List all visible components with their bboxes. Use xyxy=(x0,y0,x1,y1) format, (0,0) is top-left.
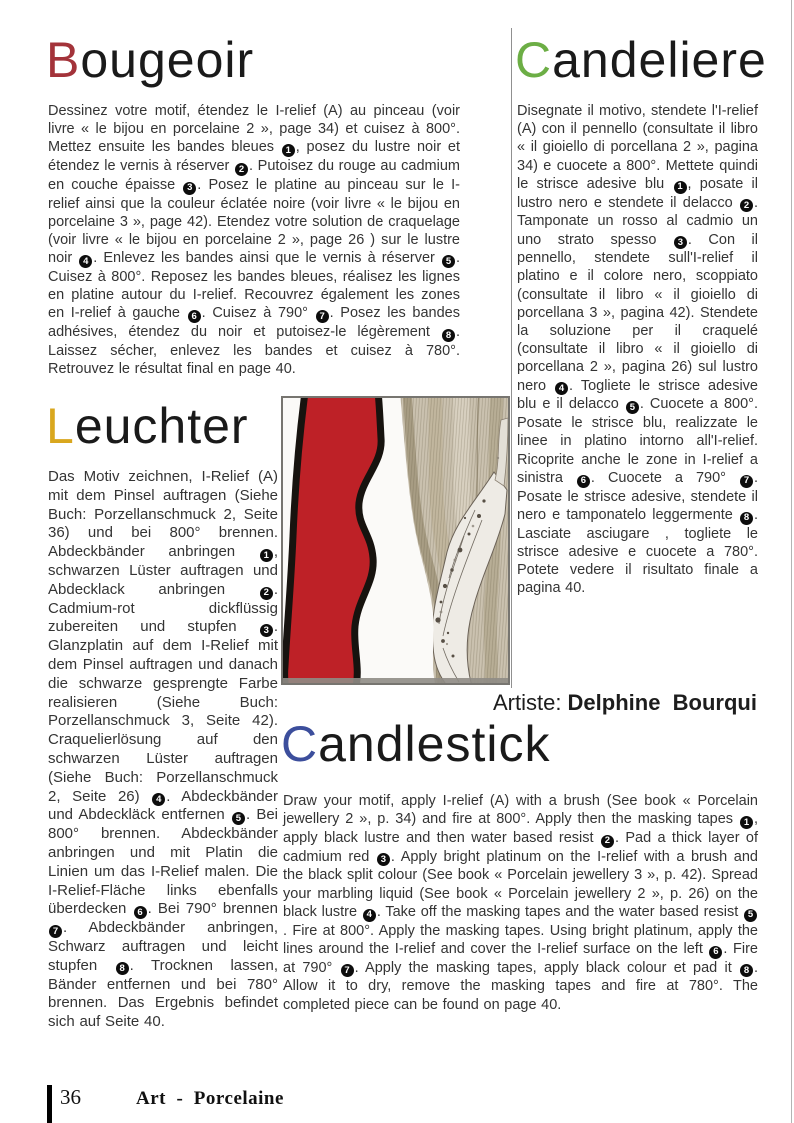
porcelain-photo xyxy=(281,396,510,685)
title-initial-letter: C xyxy=(281,716,319,772)
paragraph-italian: Disegnate il motivo, stendete l'I-relief (A) con il pennello (consultate il libro « il gioiello di porcellana 2 », pagina 34) e cuocete a 800°. Mettete quindi le strisce adesive blu 1 , posate il lustro nero e stendete il delacco 2 . Tamponate un rosso al cadmio un uno strato spesso 3 . Con il pennello, stendete sull'I-relief il platino e il colore nero, scoppiato (consultate il libro « il gioiello di porcellana 3 », pagina 42). Stendete la soluzione per il craquelé (consultate il libro « il gioiello di porcellana 2 », pagina 26) sul lustro nero 4 . Togliete le strisce adesive blu e il delacco 5 . Cuocete a 800°. Posate le strisce blu, realizzate le linee in platino intorno all'I-relief. Ricoprite anche le zone in I-relief a sinistra 6 . Cuocete a 790° 7 . Posate le strisce adesive, stendete il nero e tamponatelo leggermente 8 . Lasciate asciugare , togliete le strisce adesive e cuocete a 780°. Potete vedere il risultato finale a pagina 40. xyxy=(517,103,759,597)
step-badge-4: 4 xyxy=(555,382,568,395)
step-badge-8: 8 xyxy=(442,329,455,342)
step-badge-7: 7 xyxy=(316,310,329,323)
step-badge-1: 1 xyxy=(282,144,295,157)
title-rest: andeliere xyxy=(552,32,767,88)
section-title-candlestick xyxy=(281,718,550,771)
step-badge-7: 7 xyxy=(49,925,62,938)
paragraph-german: Das Motiv zeichnen, I-Relief (A) mit dem Pinsel auftragen (Siehe Buch: Porzellanschmuck 2, Seite 36) und bei 800° brennen. Abdeckbänder anbringen 1 , schwarzen Lüster auftragen und Abdecklack anbringen 2 . Cadmium-rot dickflüssig zubereiten und stupfen 3 . Glanzplatin auf dem I-Relief mit dem Pinsel auftragen und danach die schwarze gesprengte Farbe realisieren (Siehe Buch: Porzellanschmuck 3, Seite 42). Craquelierlösung auf den schwarzen Lüster auftragen (Siehe Buch: Porzellanschmuck 2, Seite 26) 4 . Abdeckbänder und Abdeckläck entfernen 5 . Bei 800° brennen. Abdeckbänder anbringen und mit Platin die Linien um das I-Relief malen. Die I-Relief-Fläche links ebenfalls überdecken 6 . Bei 790° brennen 7 . Abdeckbänder anbringen, Schwarz auftragen und leicht stupfen 8 . Trocknen lassen, Bänder entfernen und bei 780° brennen. Das Ergebnis befindet sich auf Seite 40. xyxy=(48,468,278,1031)
title-rest: andlestick xyxy=(318,716,551,772)
step-badge-6: 6 xyxy=(709,946,722,959)
step-badge-1: 1 xyxy=(260,549,273,562)
step-badge-6: 6 xyxy=(577,475,590,488)
artist-label: Artiste: xyxy=(492,690,568,715)
step-badge-3: 3 xyxy=(674,236,687,249)
step-badge-8: 8 xyxy=(740,964,753,977)
step-badge-5: 5 xyxy=(744,909,757,922)
step-badge-3: 3 xyxy=(260,624,273,637)
paragraph-english: Draw your motif, apply I-relief (A) with a brush (See book « Porcelain jewellery 2 », p. 34) and fire at 800°. Apply then the masking tapes 1 , apply black lustre and then water based resist 2 . Pad a thick layer of cadmium red 3 . Apply bright platinum on the I-relief with a brush and the black split colour (See book « Porcelain jewellery 3 », p. 42). Spread your marbling liquid (See book « Porcelain jewellery 2 », p. 26) on the black lustre 4 . Take off the masking tapes and the water based resist 5. Fire at 800°. Apply the masking tapes. Using bright platinum, apply the lines around the I-relief and cover the I-relief surface on the left 6 . Fire at 790° 7 . Apply the masking tapes, apply black colour et pad it 8 . Allow it to dry, remove the masking tapes and fire at 780°. The completed piece can be found on page 40. xyxy=(283,793,758,1013)
step-badge-7: 7 xyxy=(341,964,354,977)
section-title-bougeoir xyxy=(46,34,254,87)
footer-bar xyxy=(47,1085,52,1123)
paragraph-french: Dessinez votre motif, étendez le I-relief (A) au pinceau (voir livre « le bijou en porcelaine 2 », page 34) et cuisez à 800°. Mettez ensuite les bandes bleues 1 , posez du lustre noir et étendez le vernis à réserver 2 . Putoisez du rouge au cadmium en couche épaisse 3 . Posez le platine au pinceau sur le I-relief ainsi que la couleur éclatée noire (voir livre « le bijou en porcelaine 3 », page 42). Etendez votre solution de craquelage (voir livre « le bijou en porcelaine 2 », page 26 ) sur le lustre noir 4 . Enlevez les bandes ainsi que le vernis à réserver 5 . Cuisez à 800°. Reposez les bandes bleues, réalisez les lignes en platine autour du I-relief. Recouvrez également les zones en I-relief à gauche 6 . Cuisez à 790° 7 . Posez les bandes adhésives, étendez du noir et putoisez-le légèrement 8 . Laissez sécher, enlevez les bandes et cuisez à 780°. Retrouvez le résultat final en page 40. xyxy=(48,103,460,378)
title-initial-letter: B xyxy=(46,32,81,88)
column-divider-rule xyxy=(511,28,512,688)
page-edge-line xyxy=(791,0,792,1123)
step-badge-3: 3 xyxy=(377,853,390,866)
step-badge-4: 4 xyxy=(152,793,165,806)
section-title-leuchter xyxy=(46,400,249,453)
step-badge-1: 1 xyxy=(740,816,753,829)
title-rest: euchter xyxy=(74,398,249,454)
step-badge-4: 4 xyxy=(363,909,376,922)
step-badge-8: 8 xyxy=(740,512,753,525)
artist-name: Delphine Bourqui xyxy=(567,690,757,715)
step-badge-1: 1 xyxy=(674,181,687,194)
title-rest: ougeoir xyxy=(80,32,255,88)
page-number: 36 xyxy=(60,1085,81,1109)
step-badge-2: 2 xyxy=(601,835,614,848)
step-badge-8: 8 xyxy=(116,962,129,975)
step-badge-5: 5 xyxy=(442,255,455,268)
magazine-title: Art - Porcelaine xyxy=(136,1088,284,1109)
title-initial-letter: C xyxy=(515,32,553,88)
artist-credit xyxy=(493,690,757,716)
step-badge-6: 6 xyxy=(134,906,147,919)
title-initial-letter: L xyxy=(46,398,75,454)
step-badge-5: 5 xyxy=(232,812,245,825)
step-badge-5: 5 xyxy=(626,401,639,414)
step-badge-2: 2 xyxy=(235,163,248,176)
step-badge-2: 2 xyxy=(260,587,273,600)
step-badge-6: 6 xyxy=(188,310,201,323)
step-badge-2: 2 xyxy=(740,199,753,212)
step-badge-4: 4 xyxy=(79,255,92,268)
step-badge-3: 3 xyxy=(183,182,196,195)
porcelain-photo-graphic xyxy=(283,398,508,683)
section-title-candeliere xyxy=(515,34,767,87)
step-badge-7: 7 xyxy=(740,475,753,488)
